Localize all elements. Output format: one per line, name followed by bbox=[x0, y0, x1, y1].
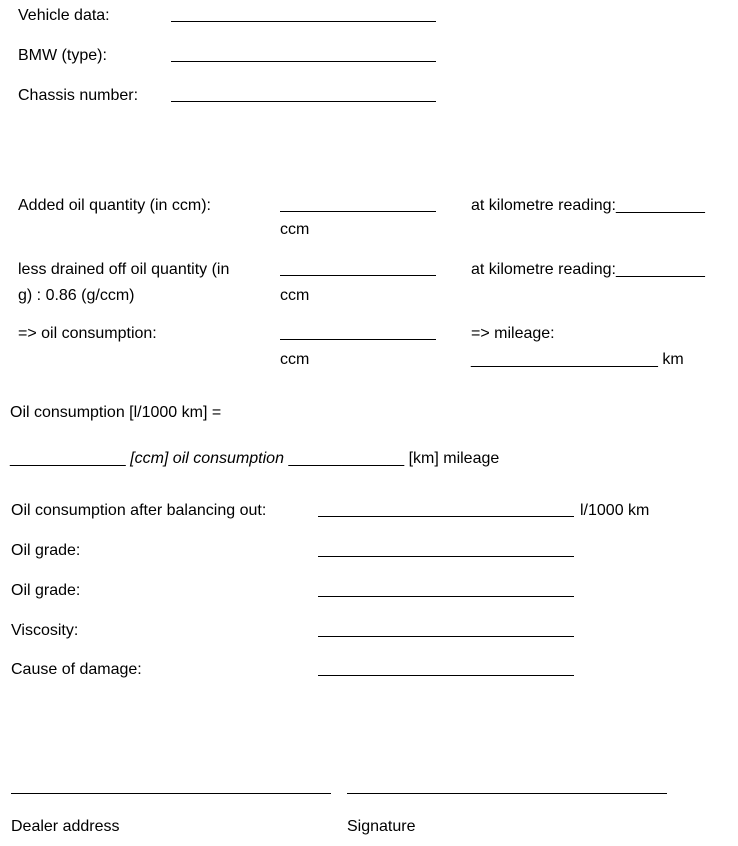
oil-consumption-field[interactable] bbox=[280, 339, 436, 340]
cause-of-damage-label: Cause of damage: bbox=[11, 661, 142, 678]
formula-line bbox=[10, 450, 499, 468]
drained-oil-unit: ccm bbox=[280, 287, 310, 304]
drained-km-reading: at kilometre reading:__________ bbox=[471, 261, 705, 278]
after-balancing-label: Oil consumption after balancing out: bbox=[11, 502, 267, 519]
signature-field[interactable] bbox=[347, 793, 667, 794]
after-balancing-unit: l/1000 km bbox=[580, 502, 650, 519]
drained-oil-field[interactable] bbox=[280, 275, 436, 276]
added-oil-field[interactable] bbox=[280, 211, 436, 212]
dealer-address-label: Dealer address bbox=[11, 818, 120, 835]
vehicle-data-label: Vehicle data: bbox=[18, 7, 110, 24]
added-oil-unit: ccm bbox=[280, 221, 310, 238]
dealer-address-field[interactable] bbox=[11, 793, 331, 794]
viscosity-label: Viscosity: bbox=[11, 622, 79, 639]
vehicle-data-field[interactable] bbox=[171, 21, 436, 22]
oil-grade-field-1[interactable] bbox=[318, 556, 574, 557]
drained-oil-label-line1: less drained off oil quantity (in bbox=[18, 261, 230, 278]
formula-heading: Oil consumption [l/1000 km] = bbox=[10, 404, 222, 421]
added-km-reading: at kilometre reading:__________ bbox=[471, 197, 705, 214]
chassis-number-label: Chassis number: bbox=[18, 87, 139, 104]
chassis-number-field[interactable] bbox=[171, 101, 436, 102]
after-balancing-field[interactable] bbox=[318, 516, 574, 517]
formula-blank-2[interactable]: _____________ bbox=[288, 450, 405, 467]
oil-grade-label-1: Oil grade: bbox=[11, 542, 81, 559]
bmw-type-label: BMW (type): bbox=[18, 47, 107, 64]
formula-blank-1[interactable]: _____________ bbox=[10, 450, 126, 467]
formula-tail: [km] mileage bbox=[408, 450, 500, 467]
formula-italic: [ccm] oil consumption bbox=[130, 450, 284, 467]
viscosity-field[interactable] bbox=[318, 636, 574, 637]
oil-consumption-label: => oil consumption: bbox=[18, 325, 157, 342]
oil-grade-field-2[interactable] bbox=[318, 596, 574, 597]
mileage-label: => mileage: bbox=[471, 325, 555, 342]
oil-consumption-unit: ccm bbox=[280, 351, 310, 368]
bmw-type-field[interactable] bbox=[171, 61, 436, 62]
drained-oil-label-line2: g) : 0.86 (g/ccm) bbox=[18, 287, 135, 304]
signature-label: Signature bbox=[347, 818, 416, 835]
added-oil-label: Added oil quantity (in ccm): bbox=[18, 197, 211, 214]
oil-grade-label-2: Oil grade: bbox=[11, 582, 81, 599]
cause-of-damage-field[interactable] bbox=[318, 675, 574, 676]
mileage-field[interactable]: _____________________ km bbox=[471, 351, 684, 368]
